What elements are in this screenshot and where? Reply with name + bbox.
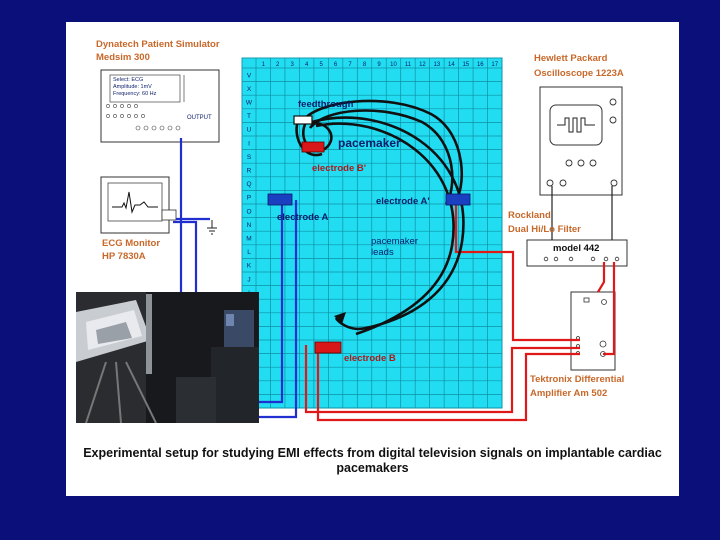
grid-column-label: 10 [390, 62, 397, 68]
grid-column-label: 1 [261, 62, 265, 68]
simulator-screen-line-2: Amplitude: 1mV [113, 84, 152, 90]
grid-row-label: I [248, 140, 250, 148]
grid-row-label: W [245, 99, 253, 107]
grid-row-label: P [246, 194, 252, 202]
filter-title: Rockland [508, 210, 551, 221]
electrode-b [315, 342, 341, 353]
grid-column-label: 8 [362, 62, 367, 68]
ecg-monitor-screen [108, 183, 162, 221]
amplifier-box [571, 292, 615, 370]
caption: Experimental setup for studying EMI effects from digital television signals on implantable cardiac pacemakers [83, 446, 662, 475]
filter-model: model 442 [553, 243, 600, 254]
grid-row-label: L [247, 249, 251, 257]
grid-row-label: K [246, 262, 252, 270]
simulator-model: Medsim 300 [96, 52, 150, 63]
grid-column-label: 4 [304, 62, 309, 68]
grid-row-label: V [246, 72, 252, 80]
grid-row-label: R [246, 167, 252, 175]
ecg-title: ECG Monitor [102, 238, 161, 249]
pacemaker-label: pacemaker [338, 136, 401, 150]
grid-column-label: 3 [290, 62, 294, 68]
pacemaker-leads-label: pacemaker leads [371, 236, 418, 258]
grid-column-label: 12 [419, 62, 426, 68]
grid-row-label: O [246, 208, 252, 216]
grid-column-label: 7 [348, 62, 352, 68]
slide [66, 22, 679, 496]
grid-row-label: M [246, 235, 252, 243]
grid-column-label: 17 [491, 62, 499, 68]
lab-photo-drawing [76, 292, 259, 423]
simulator-output-label: OUTPUT [187, 115, 212, 121]
electrode-a [268, 194, 292, 205]
grid-column-label: 15 [462, 62, 470, 68]
electrode-a-label: electrode A [277, 212, 329, 223]
ecg-monitor-base [162, 210, 176, 220]
ecg-model: HP 7830A [102, 251, 146, 262]
filter-subtitle: Dual Hi/Lo Filter [508, 224, 581, 235]
simulator-screen-line-1: Select: ECG [113, 77, 144, 83]
pacemaker-can [302, 142, 324, 152]
electrode-a-prime-label: electrode A' [376, 196, 430, 207]
grid-row-label: N [246, 221, 252, 229]
feedthrough-label: feedthrough [298, 99, 354, 110]
grid-column-label: 9 [377, 62, 381, 68]
grid-column-label: 6 [333, 62, 338, 68]
grid-column-label: 5 [319, 62, 323, 68]
grid-column-label: 16 [476, 62, 484, 68]
electrode-a-prime [446, 194, 470, 205]
grid-row-label: J [247, 276, 251, 284]
grid-row-label: S [246, 153, 252, 161]
setup-diagram [66, 22, 679, 496]
amplifier-title: Tektronix Differential [530, 374, 625, 385]
grid-row-label: T [247, 113, 251, 121]
oscilloscope-title: Hewlett Packard [534, 53, 608, 64]
grid-row-label: X [246, 85, 252, 93]
grid-row-label: Q [246, 181, 252, 189]
ground-symbol [207, 220, 217, 234]
electrode-b-label: electrode B [344, 353, 396, 364]
simulator-screen-line-3: Frequency: 60 Hz [113, 91, 157, 97]
feedthrough [294, 116, 312, 124]
oscilloscope-model: Oscilloscope 1223A [534, 68, 624, 79]
simulator-title: Dynatech Patient Simulator [96, 39, 220, 50]
amplifier-model: Amplifier Am 502 [530, 388, 608, 399]
grid-column-label: 13 [433, 62, 441, 68]
grid-row-label: U [246, 126, 252, 134]
grid-column-label: 11 [404, 62, 412, 68]
grid-column-label: 14 [448, 62, 455, 68]
grid-column-label: 2 [276, 62, 280, 68]
electrode-b-prime-label: electrode B' [312, 163, 366, 174]
lab-photo [76, 292, 259, 423]
